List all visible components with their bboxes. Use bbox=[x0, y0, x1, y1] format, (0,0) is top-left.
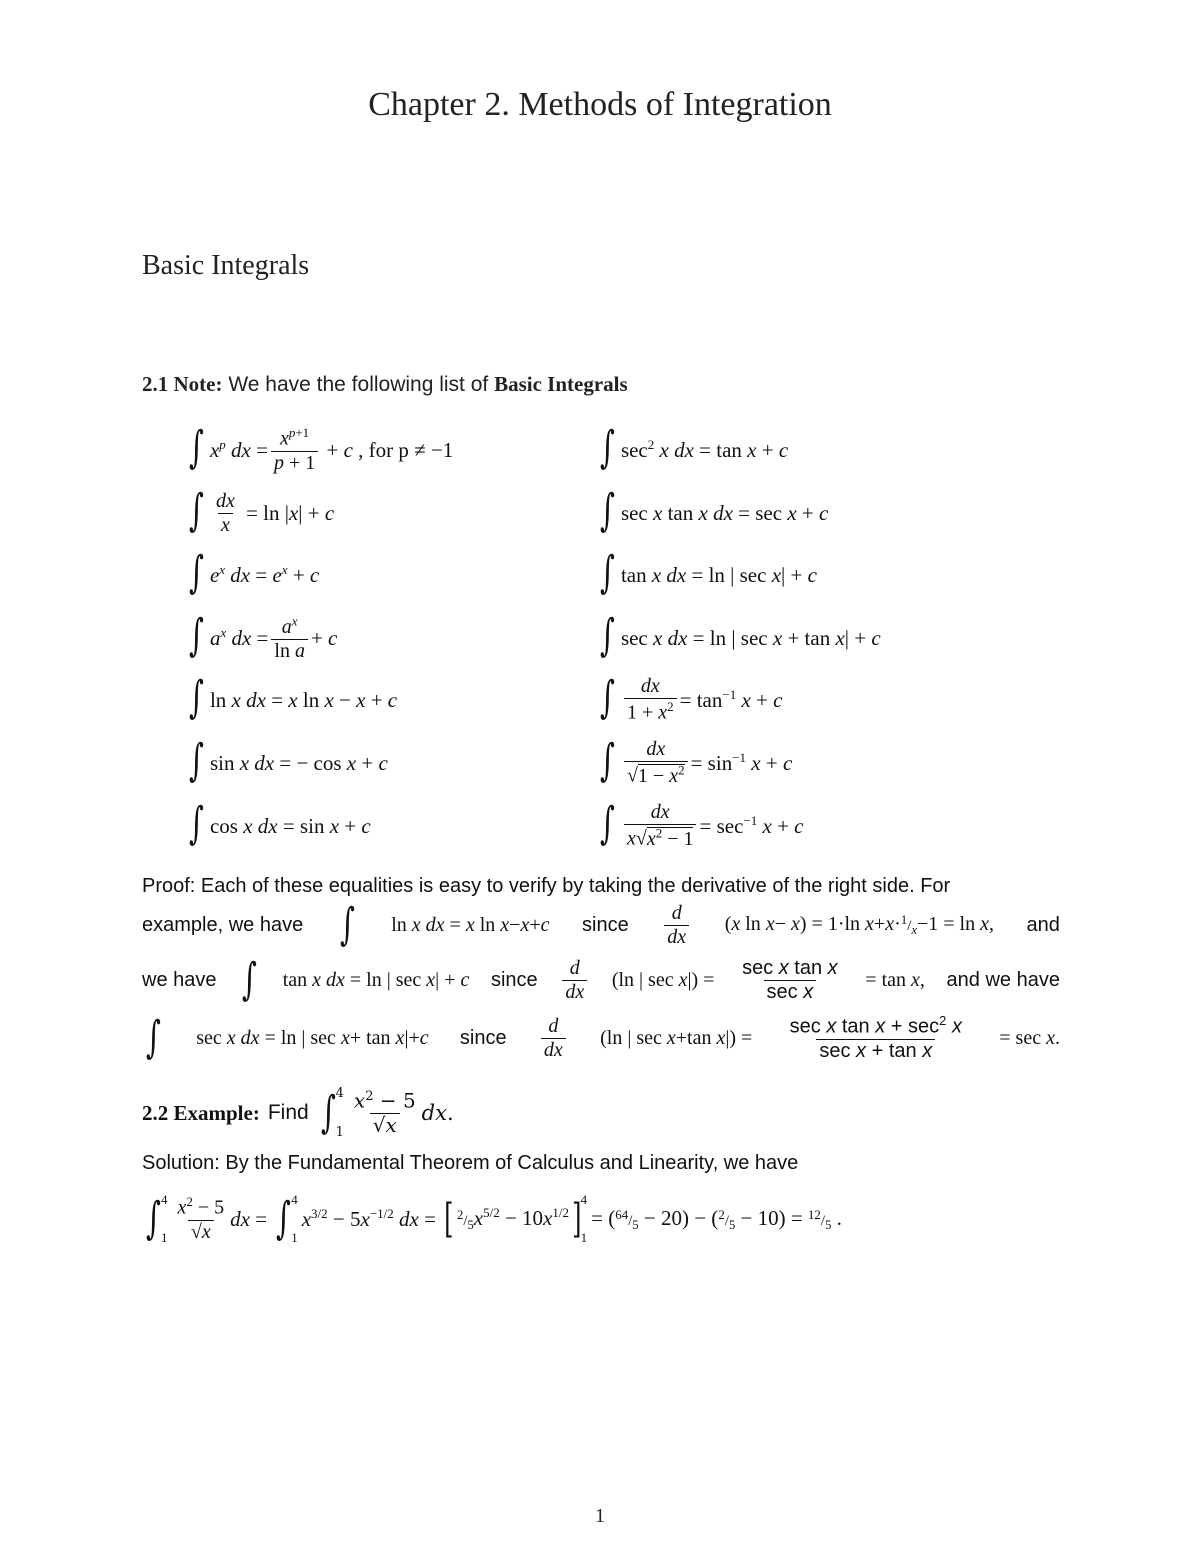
chapter-title: Chapter 2. Methods of Integration bbox=[368, 86, 832, 123]
integral-sign-icon: ∫ bbox=[600, 485, 615, 536]
integral-sign-icon: ∫ bbox=[600, 547, 615, 598]
integral-sign-icon: ∫ bbox=[320, 1087, 336, 1138]
integral-sign-icon: ∫ bbox=[600, 422, 615, 473]
integral-sign-icon: ∫ bbox=[600, 610, 615, 661]
integral-arctan: ∫ $\frac{dx}{1 + x^2}$ = $\tan^{-1} x + c$ bbox=[600, 672, 783, 724]
proof-since-3: since bbox=[459, 1026, 507, 1049]
solution-text: Solution: By the Fundamental Theorem of Calculus and Linearity, we have bbox=[142, 1152, 799, 1174]
integral-sign-icon: ∫ bbox=[189, 485, 204, 536]
integral-sign-icon: ∫ bbox=[242, 954, 258, 1005]
proof-line-1: example, we have ∫ ln x dx = x ln x−x+c since $\frac{d}{dx}$ (x ln x− x) = 1·ln $x+x\cdot^1/_x-1 = \ln x$, and bbox=[142, 899, 1060, 950]
integral-sign-icon: ∫ bbox=[600, 798, 615, 849]
example-label: 2.2 Example: bbox=[142, 1100, 260, 1125]
integral-log: ∫ ln x dx = x ln x − x + c bbox=[189, 672, 398, 723]
proof-intro: Proof: Each of these equalities is easy to verify by taking the derivative of the right side. For bbox=[142, 875, 951, 897]
integral-sign-icon: ∫ bbox=[146, 1193, 161, 1244]
proof-line-3: ∫ sec x dx = ln | sec x+ tan x|+c since $\frac{d}{dx}$ (ln | sec x+tan x|) = $\frac{\sec x \tan x + \sec^2 x}{\text{sec x + tan x}}$ = sec x. bbox=[146, 1012, 1060, 1063]
integral-sign-icon: ∫ bbox=[189, 735, 204, 786]
integral-arcsec: ∫ $\frac{dx}{x√x^2 - 1}$ = $\sec^{-1} x + c$ bbox=[600, 798, 804, 850]
integral-power-rule: ∫ $x^p$ dx = $\frac{x^{p+1}}{p + 1}$ + c , for p ≠ −1 bbox=[189, 422, 454, 474]
integral-secant: ∫ sec x dx = ln | sec x + tan x| + c bbox=[600, 610, 881, 661]
integral-sign-icon: ∫ bbox=[146, 1012, 161, 1063]
note-label: 2.1 Note: bbox=[142, 372, 223, 396]
integral-sign-icon: ∫ bbox=[189, 422, 204, 473]
example-line: 2.2 Example: Find ∫ 4 1 $\frac{x^2 - 5}{√x}$ dx. bbox=[142, 1086, 454, 1140]
proof-and-we-have: and we have bbox=[946, 968, 1060, 991]
integral-sign-icon: ∫ bbox=[600, 735, 615, 786]
integral-cosine: ∫ cos x dx = sin x + c bbox=[189, 798, 371, 849]
integral-arcsin: ∫ $\frac{dx}{√1 - x^2}$ = $\sin^{-1} x + c$ bbox=[600, 735, 793, 787]
example-text: Find bbox=[267, 1101, 309, 1124]
integral-sec-tan: ∫ sec x tan x dx = sec x + c bbox=[600, 485, 829, 536]
integral-exponential: ∫ $e^x$ dx = $e^x + c$ bbox=[189, 547, 320, 598]
integral-sign-icon: ∫ bbox=[189, 547, 204, 598]
integral-sign-icon: ∫ bbox=[276, 1193, 292, 1244]
solution-equation: ∫ 4 1 $\frac{x^2 - 5}{√x}$ dx = ∫ 4 1 $x^{3/2} - 5x^{-1/2}$ dx = [ $^2/_5x^{5/2} - 10x^{1/2}$ ] 4 1 = $(^{64}/_5 - 20) - (^2/_5 - 10) = ^{12}/_5$ . bbox=[146, 1192, 842, 1245]
proof-we-have: we have bbox=[142, 968, 217, 991]
integral-reciprocal: ∫ $\frac{dx}{x}$ = ln |x| + c bbox=[189, 485, 335, 536]
power-rule-condition: , for p ≠ −1 bbox=[358, 437, 454, 462]
note-text: We have the following list of bbox=[228, 373, 489, 396]
integral-sign-icon: ∫ bbox=[189, 610, 204, 661]
proof-since-1: since bbox=[582, 913, 629, 936]
note-emphasis: Basic Integrals bbox=[494, 372, 628, 396]
integral-sign-icon: ∫ bbox=[600, 672, 615, 723]
proof-line-2: we have ∫ tan x dx = ln | sec x| + c since $\frac{d}{dx}$ (ln | sec x|) = $\frac{\text{sec x tan x}}{\text{sec x}}$ = tan x, and we have bbox=[142, 954, 1060, 1005]
integral-sine: ∫ sin x dx = − cos x + c bbox=[189, 735, 388, 786]
proof-example-lead: example, we have bbox=[142, 913, 304, 936]
integral-tangent: ∫ tan x dx = ln | sec x| + c bbox=[600, 547, 817, 598]
integral-sec-squared: ∫ $\sec^2 x$ dx = tan x + c bbox=[600, 422, 789, 473]
proof-and: and bbox=[1026, 913, 1060, 936]
integral-sign-icon: ∫ bbox=[189, 672, 204, 723]
integral-sign-icon: ∫ bbox=[189, 798, 204, 849]
proof-since-2: since bbox=[490, 968, 538, 991]
page-number: 1 bbox=[595, 1505, 605, 1527]
note-line bbox=[142, 372, 628, 397]
integral-sign-icon: ∫ bbox=[339, 899, 355, 950]
integral-general-exponential: ∫ $a^x$ dx = $\frac{a^x}{\text{ln a}}$ + c bbox=[189, 610, 338, 662]
section-title: Basic Integrals bbox=[142, 250, 310, 281]
